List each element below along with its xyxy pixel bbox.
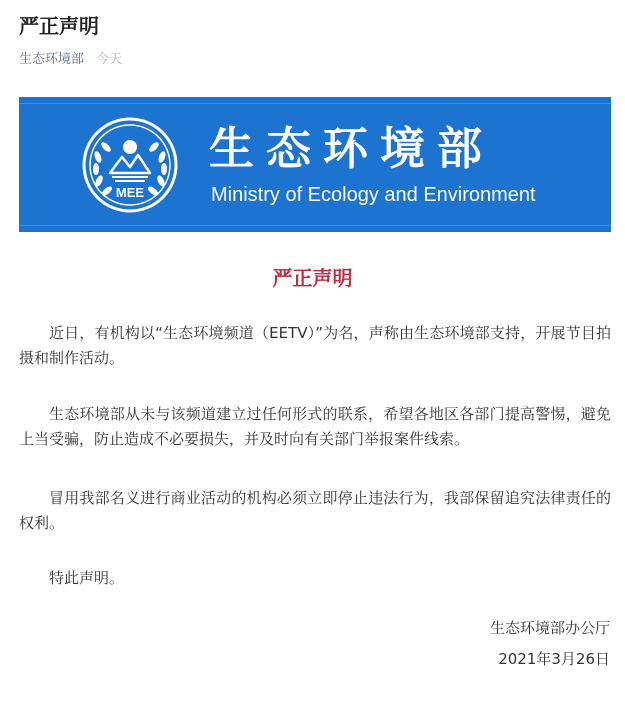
article-title: 严正声明 xyxy=(19,14,99,38)
mee-emblem-icon xyxy=(82,117,178,213)
publish-date: 今天 xyxy=(96,52,123,67)
article-meta xyxy=(19,51,122,69)
paragraph-4: 特此声明。 xyxy=(49,569,125,587)
signature-organization: 生态环境部办公厅 xyxy=(489,619,610,637)
paragraph-1: 近日，有机构以“生态环境频道（EETV）”为名，声称由生态环境部支持，开展节目拍摄和制作活动。 xyxy=(19,324,611,367)
org-name-chinese: 生态环境部 xyxy=(209,122,495,175)
paragraph-3: 冒用我部名义进行商业活动的机构必须立即停止违法行为，我部保留追究法律责任的权利。 xyxy=(19,489,611,532)
author-link[interactable]: 生态环境部 xyxy=(19,52,85,67)
emblem-text: MEE xyxy=(115,185,145,200)
signature-date: 2021年3月26日 xyxy=(498,650,610,668)
org-name-english: Ministry of Ecology and Environment xyxy=(211,184,536,206)
statement-heading: 严正声明 xyxy=(272,266,353,290)
paragraph-2: 生态环境部从未与该频道建立过任何形式的联系，希望各地区各部门提高警惕，避免上当受骗，防止造成不必要损失，并及时向有关部门举报案件线索。 xyxy=(19,405,611,448)
header-banner-image xyxy=(19,97,611,232)
